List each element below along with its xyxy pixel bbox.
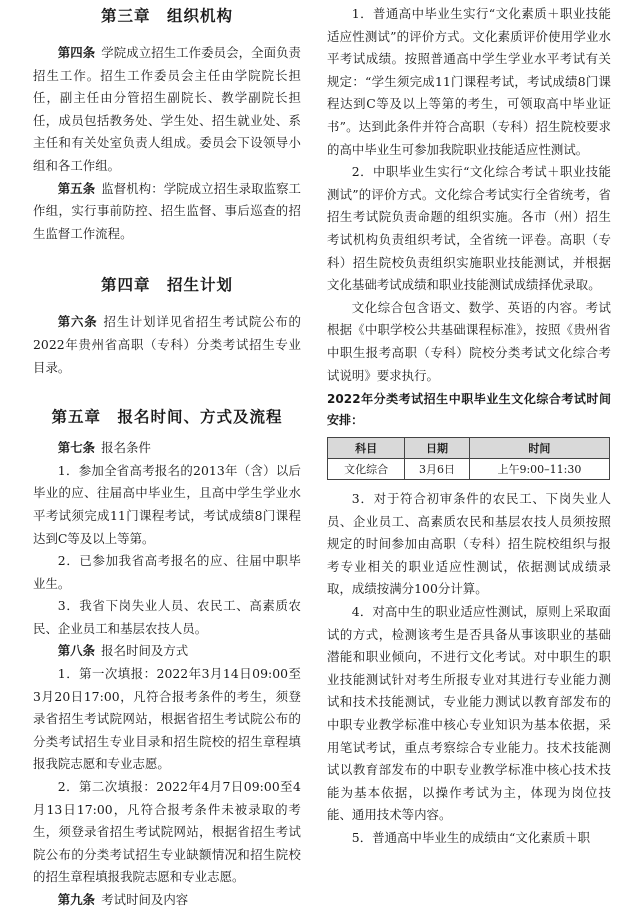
article-4-text: 学院成立招生工作委员会，全面负责招生工作。招生工作委员会主任由学院院长担任，副主任由分管招生副院长、教学副院长担任，成员包括教务处、学生处、招生就业处、系主任和有关处室负责人组成。委员会下设领导小组和各工作组。 [33,45,301,173]
right-paragraph-6: 5．普通高中毕业生的成绩由“文化素质＋职 [351,830,591,845]
article-8-item: 1．第一次填报：2022年3月14日09:00至3月20日17:00，凡符合报考条件的考生，须登录省招生考试院网站，根据省招生考试院公布的分类考试招生专业目录和招生院校的招生章程填报我院志愿和专业志愿。 [33,666,301,772]
article-7-title: 报名条件 [101,440,151,456]
article-6-label: 第六条 [57,314,98,330]
right-paragraph-3: 文化综合包含语文、数学、英语的内容。考试根据《中职学校公共基础课程标准》，按照《贵州省中职生报考高职（专科）院校分类考试文化综合考试说明》要求执行。 [327,299,611,383]
schedule-table-title: 2022年分类考试招生中职毕业生文化综合考试时间安排： [327,392,611,428]
chapter-4-title: 第四章 招生计划 [100,276,233,295]
right-paragraph-1: 1．普通高中毕业生实行“文化素质＋职业技能适应性测试”的评价方式。文化素质评价使用学业水平考试成绩。按照普通高中学生学业水平考试有关规定：“学生须完成11门课程考试，考试成绩8门课程达到C等及以上等第的考生，可领取高中毕业证书”。达到此条件并符合高职（专科）招生院校要求的高中毕业生可参加我院职业技能适应性测试。 [327,6,611,157]
schedule-table [327,437,610,480]
article-5 [33,178,301,246]
article-9-title: 考试时间及内容 [101,892,189,907]
table-header-cell: 时间 [469,438,609,459]
right-paragraph-4: 3．对于符合初审条件的农民工、下岗失业人员、企业员工、高素质农民和基层农技人员须按照规定的时间参加由高职（专科）招生院校组织与报考专业相关的职业适应性测试，依据测试成绩录取，成绩按满分100分计算。 [327,491,611,597]
article-5-label: 第五条 [57,180,96,196]
article-5-text: 监督机构：学院成立招生录取监察工作组，实行事前防控、招生监督、事后巡查的招生监督工作流程。 [33,180,301,241]
right-column [327,0,611,850]
article-7-item: 2．已参加我省高考报名的应、往届中职毕业生。 [33,553,301,591]
table-cell: 上午9:00–11:30 [469,459,609,480]
article-9-heading [33,889,301,912]
article-4 [33,42,301,178]
chapter-3-title: 第三章 组织机构 [100,7,233,25]
article-7-item: 1．参加全省高考报名的2013年（含）以后毕业的应、往届高中毕业生，且高中学生学业水平考试须完成11门课程考试，考试成绩8门课程达到C等及以上等第。 [33,462,301,546]
table-cell: 文化综合 [328,459,405,480]
table-header-row [328,438,610,459]
table-row [328,459,610,480]
article-8-label: 第八条 [57,643,96,659]
right-paragraph-2: 2．中职毕业生实行“文化综合考试＋职业技能测试”的评价方式。文化综合考试实行全省统考，省招生考试院负责命题的组织实施。各市（州）招生考试机构负责组织考试，全省统一评卷。高职（专科）招生院校负责组织实施职业技能测试，并根据文化基础考试成绩和职业技能测试成绩择优录取。 [327,164,611,293]
article-7-label: 第七条 [57,440,96,456]
article-7-heading [33,437,301,460]
right-paragraph-5: 4．对高中生的职业适应性测试，原则上采取面试的方式，检测该考生是否具备从事该职业的基础潜能和职业倾向，不进行文化考试。对中职生的职业技能测试针对考生所报专业对其进行专业能力测试和技术技能测试，专业能力测试以教育部发布的中职专业教学标准中核心专业知识为基本依据，采用笔试考试，重点考察综合专业能力。技术技能测试以教育部发布的中职专业教学标准中核心技术技能为基本依据，以操作考试为主，体现为岗位技能、通用技术等内容。 [327,604,611,823]
article-6 [33,311,301,379]
table-cell: 3月6日 [405,459,470,480]
left-column [33,0,301,912]
table-header-cell: 日期 [405,438,470,459]
article-8-heading [33,640,301,663]
article-7-item: 3．我省下岗失业人员、农民工、高素质农民、企业员工和基层农技人员。 [33,598,301,636]
article-4-label: 第四条 [57,45,96,60]
article-6-text: 招生计划详见省招生考试院公布的2022年贵州省高职（专科）分类考试招生专业目录。 [33,314,302,375]
article-9-label: 第九条 [57,892,96,907]
article-8-item: 2．第二次填报：2022年4月7日09:00至4月13日17:00，凡符合报考条件未被录取的考生，须登录省招生考试院网站，根据省招生考试院公布的分类考试招生专业缺额情况和招生院校的招生章程填报我院志愿和专业志愿。 [33,779,301,885]
chapter-5-title: 第五章 报名时间、方式及流程 [51,408,283,427]
table-header-cell: 科目 [328,438,405,459]
article-8-title: 报名时间及方式 [101,643,189,659]
